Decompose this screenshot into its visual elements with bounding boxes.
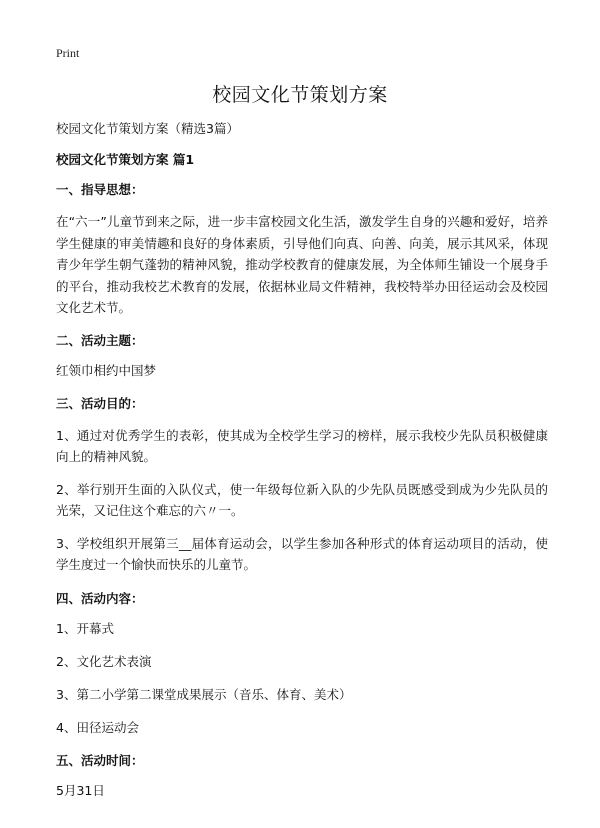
section-heading-purpose: 三、活动目的： bbox=[56, 395, 144, 411]
list-item: 4、田径运动会 bbox=[56, 719, 139, 735]
list-item: 1、通过对优秀学生的表彰，使其成为全校学生学习的榜样，展示我校少先队员积极健康向上的精神风貌。 bbox=[56, 427, 548, 464]
print-label[interactable]: Print bbox=[56, 46, 80, 60]
list-item: 3、学校组织开展第三__届体育运动会，以学生参加各种形式的体育运动项目的活动，使学生度过一个愉快而快乐的儿童节。 bbox=[56, 535, 548, 572]
section-heading-guiding-thought: 一、指导思想： bbox=[56, 182, 144, 197]
section-paragraph: 红领巾相约中国梦 bbox=[56, 362, 157, 378]
list-item: 1、开幕式 bbox=[56, 620, 114, 636]
list-item: 2、举行别开生面的入队仪式，使一年级每位新入队的少先队员既感受到成为少先队员的光荣，又记住这个难忘的六〃一。 bbox=[56, 481, 548, 518]
document-subtitle: 校园文化节策划方案（精选3篇） bbox=[56, 121, 239, 136]
chapter-title: 校园文化节策划方案 篇1 bbox=[56, 152, 195, 167]
section-heading-time: 五、活动时间： bbox=[56, 752, 144, 768]
section-paragraph: 5月31日 bbox=[56, 782, 105, 798]
section-heading-theme: 二、活动主题： bbox=[56, 332, 144, 348]
section-paragraph: 在“六一”儿童节到来之际，进一步丰富校园文化生活，激发学生自身的兴趣和爱好，培养学生健康的审美情趣和良好的身体素质，引导他们向真、向善、向美，展示其风采，体现青少年学生朝气蓬勃的精神风貌，推动学校教育的健康发展，为全体师生铺设一个展身手的平台，推动我校艺术教育的发展，依据林业局文件精神，我校特举办田径运动会及校园文化艺术节。 bbox=[56, 214, 548, 315]
document-title: 校园文化节策划方案 bbox=[212, 84, 388, 106]
list-item: 3、第二小学第二课堂成果展示（音乐、体育、美术） bbox=[56, 686, 352, 702]
list-item: 2、文化艺术表演 bbox=[56, 653, 152, 669]
document-body bbox=[56, 120, 548, 815]
section-heading-content: 四、活动内容： bbox=[56, 590, 144, 606]
